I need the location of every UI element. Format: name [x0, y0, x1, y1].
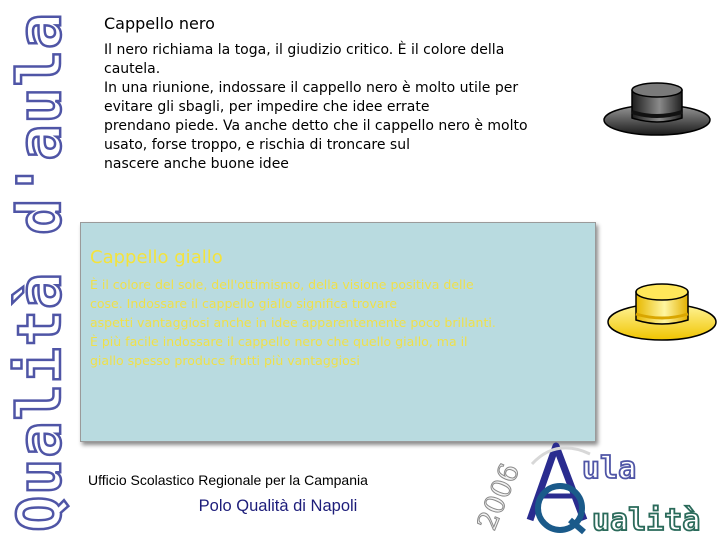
black-hat-title: Cappello nero [104, 14, 215, 33]
logo-year: 2006 [472, 459, 527, 535]
yellow-hat-description: È il colore del sole, dell'ottimismo, della visione positiva delle cose. Indossare il cappello giallo significa trovare aspetti vantaggiosi anche in idee apparentemente poco brillanti. È più facile indossare il cappello nero che quello giallo, ma il giallo spesso produce frutti più vantaggiosi [90, 277, 496, 368]
footer-polo: Polo Qualità di Napoli [198, 497, 358, 515]
black-hat-icon [602, 76, 712, 140]
black-hat-section [104, 14, 584, 174]
logo-word-ualita: ualità [592, 503, 701, 538]
yellow-hat-section [80, 222, 596, 442]
black-hat-description: Il nero richiama la toga, il giudizio critico. È il colore della cautela. In una riunione, indossare il cappello nero è molto utile per evitare gli sbagli, per impedire che idee errate prendano piede. Va anche detto che il cappello nero è molto usato, forse troppo, e rischia di troncare sul nascere anche buone idee [104, 42, 528, 172]
banner-title: Qualità d'aula [5, 12, 75, 532]
logo-word-ula: ula [582, 451, 637, 486]
footer-organization: Ufficio Scolastico Regionale per la Campania [88, 472, 368, 488]
yellow-hat-title: Cappello giallo [90, 247, 223, 268]
side-banner [0, 0, 80, 540]
aula-qualita-logo [472, 428, 720, 540]
yellow-hat-icon [606, 276, 718, 348]
